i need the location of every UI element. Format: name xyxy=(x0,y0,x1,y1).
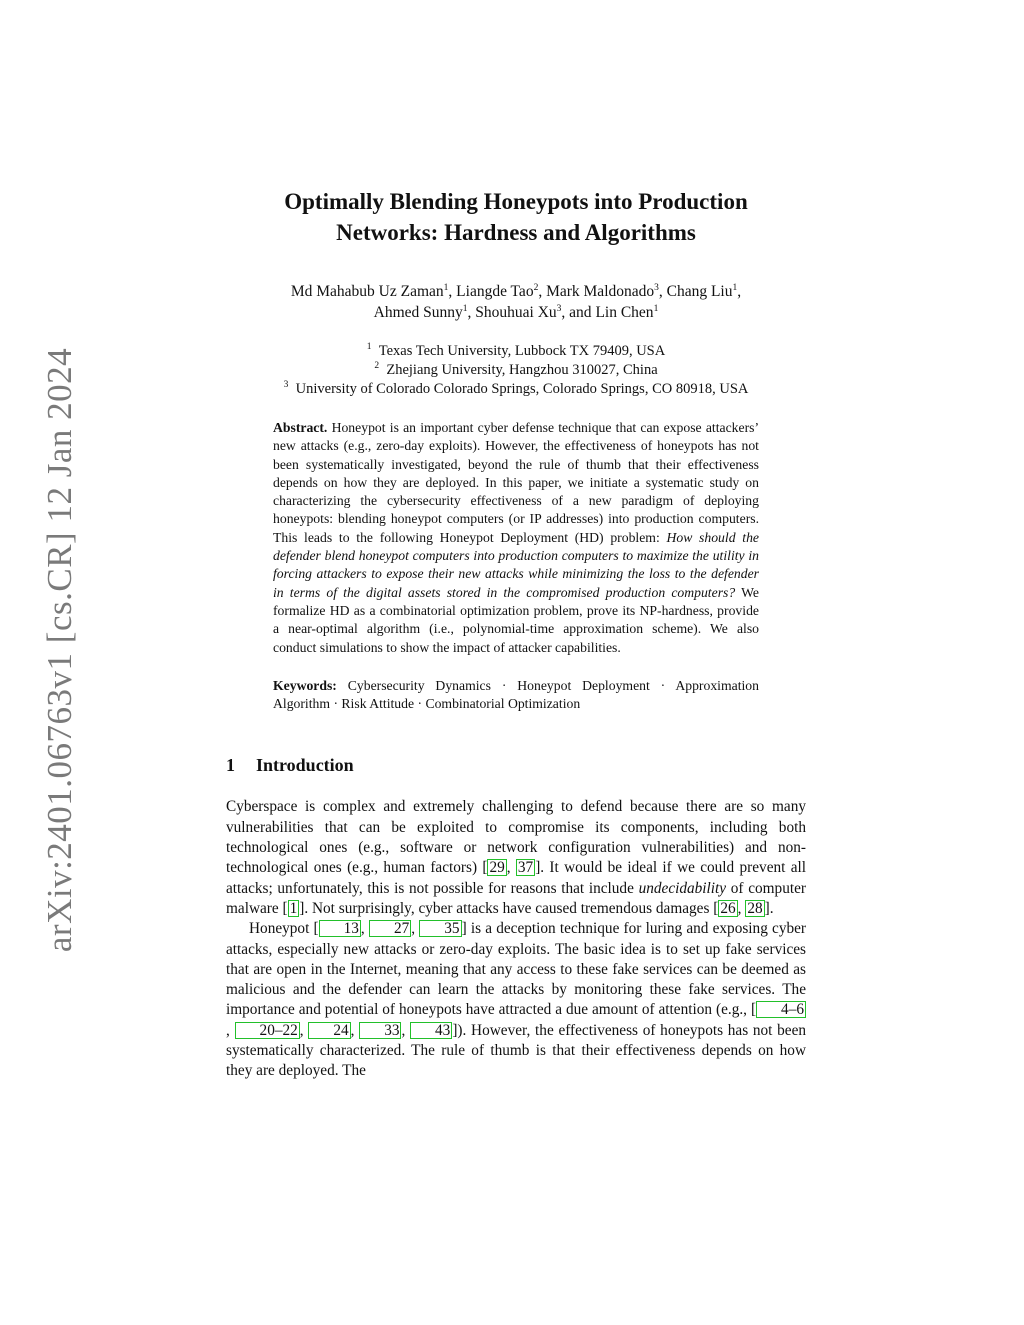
affiliation: $^3$ University of Colorado Colorado Springs, Colorado Springs, CO 80918, USA xyxy=(283,380,749,397)
citation-link[interactable]: 33 xyxy=(359,1022,401,1039)
paper-title xyxy=(226,186,806,248)
citation-link[interactable]: 27 xyxy=(369,920,411,937)
title-line-1: Optimally Blending Honeypots into Production xyxy=(284,189,748,214)
author: Liangde Tao xyxy=(456,283,534,300)
author-affiliation: 1 xyxy=(732,282,738,293)
author: Ahmed Sunny xyxy=(373,304,463,321)
author-affiliation: 3 xyxy=(654,282,659,293)
author-affiliation: 3 xyxy=(556,303,562,314)
section-number: 1 xyxy=(226,755,235,776)
affiliation: $^2$ Zhejiang University, Hangzhou 310027, China xyxy=(374,361,658,378)
citation-link[interactable]: 35 xyxy=(419,920,461,937)
abstract xyxy=(273,419,759,657)
affiliation: $^1$ Texas Tech University, Lubbock TX 79409, USA xyxy=(366,342,666,359)
author-affiliation: 2 xyxy=(533,282,539,293)
arxiv-identifier: arXiv:2401.06763v1 [cs.CR] 12 Jan 2024 xyxy=(40,347,79,953)
citation-link[interactable]: 13 xyxy=(319,920,361,937)
citation-link[interactable]: 29 xyxy=(489,859,505,877)
author-affiliation: 1 xyxy=(462,303,468,314)
author: Chang Liu xyxy=(666,283,733,300)
author-affiliation: 1 xyxy=(653,303,659,314)
intro-paragraph-2: Honeypot [ 13 , 27 , 35 ] is a deception technique for luring and exposing cyber attacks, especially new attacks or zero-day exploits. The basic idea is to set up fake services that are open in the Internet, meaning that any access to these fake services can be deemed as malicious and the defender can learn the attacks by monitoring these fake services. The importance and potential of honeypots have attracted a due amount of attention (e.g., [ 4–6, 20–22 , 24 , 33 , 43 ]). However, the effectiveness of honeypots has not been systematically characterized. The rule of thumb is that their effectiveness depends on how they are deployed. The xyxy=(226,920,807,1080)
citation-link[interactable]: 24 xyxy=(308,1022,350,1039)
abstract-question: How should the defender blend honeypot computers into production computers to maximize the utility in forcing attackers to expose their new attacks while minimizing the loss to the defender in terms of the digital assets stored in the compromised production computers? xyxy=(273,529,759,600)
paper-page xyxy=(226,186,806,1082)
intro-paragraph-1: Cyberspace is complex and extremely challenging to defend because there are so many vulnerabilities that can be exploited to compromise its components, including both technological ones (e.g., software or network configuration vulnerabilities) and non-technological ones (e.g., human factors) [ 29 , 37 ]. It would be ideal if we could prevent all attacks; unfortunately, this is not possible for reasons that include undecidability of computer malware [ 1 ]. Not surprisingly, cyber attacks have caused tremendous damages [ 26 , 28 ]. xyxy=(226,798,806,917)
author: Shouhuai Xu xyxy=(475,304,557,321)
keywords-label: Keywords: xyxy=(273,677,337,693)
abstract-text-end: We formalize HD as a combinatorial optimization problem, prove its NP-hardness, provide a near-optimal algorithm (i.e., polynomial-time approximation scheme). We also conduct simulations to show the impact of attacker capabilities. xyxy=(273,584,759,655)
citation-link[interactable]: 20–22 xyxy=(235,1022,300,1039)
abstract-text: Honeypot is an important cyber defense technique that can expose attackers’ new attacks (e.g., zero-day exploits). However, the effectiveness of honeypots has not been systematically investigated, beyond the rule of thumb that their effectiveness depends on how they are deployed. In this paper, we initiate a systematic study on characterizing the cybersecurity effectiveness of a new paradigm of deploying honeypots: blending honeypot computers (or IP addresses) into production computers. This leads to the following Honeypot Deployment (HD) problem: xyxy=(273,420,760,545)
keywords-text: Cybersecurity Dynamics · Honeypot Deployment · Approximation Algorithm · Risk Attitude · Combinatorial Optimization xyxy=(273,677,759,712)
citation-link[interactable]: 43 xyxy=(410,1022,452,1039)
citation-link[interactable]: 4–6 xyxy=(756,1001,806,1018)
abstract-label: Abstract. xyxy=(273,420,328,435)
author-affiliation: 1 xyxy=(443,282,449,293)
keywords xyxy=(273,677,759,714)
section-heading xyxy=(226,753,806,777)
section-title: Introduction xyxy=(256,755,354,776)
author-list: Md Mahabub Uz Zaman$^1$, Liangde Tao$^2$, Mark Maldonado$^3$, Chang Liu$^1$, Ahmed Sunny$^1$, Shouhuai Xu$^3$, and Lin Chen$^1$ xyxy=(290,282,742,321)
citation-link[interactable]: 1 xyxy=(289,899,298,917)
author: Md Mahabub Uz Zaman xyxy=(290,283,444,300)
affiliation-list xyxy=(226,342,806,399)
author: Mark Maldonado xyxy=(546,283,655,300)
citation-link[interactable]: 28 xyxy=(747,899,763,917)
author: Lin Chen xyxy=(595,304,654,321)
citation-link[interactable]: 26 xyxy=(720,899,736,917)
citation-link[interactable]: 37 xyxy=(517,859,534,877)
title-line-2: Networks: Hardness and Algorithms xyxy=(336,220,696,245)
